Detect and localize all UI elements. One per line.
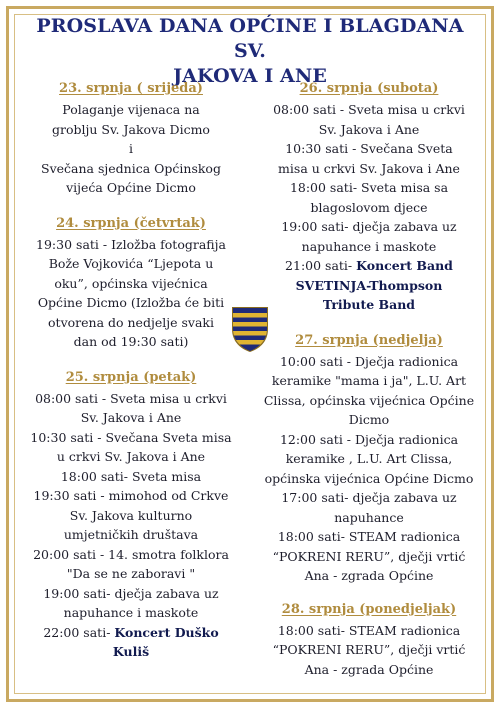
title-line-1: PROSLAVA DANA OPĆINE I BLAGDANA SV. [36, 15, 464, 62]
event-line: napuhance i maskote [301, 238, 437, 254]
event-line: Sv. Jakova i Ane [318, 121, 420, 137]
event-line: 17:00 sati- dječja zabava uz [281, 490, 457, 505]
event-line: 19:00 sati- dječja zabava uz [281, 219, 457, 234]
event-line: misa u crkvi Sv. Jakova i Ane [278, 160, 460, 176]
event-line: Svečana sjednica Općinskog [41, 160, 221, 176]
event-line: keramike "mama i ja", L.U. Art [271, 373, 467, 388]
event-line: Clissa, općinska vijećnica Općine [263, 392, 475, 408]
event-line: Sv. Jakova i Ane [80, 410, 182, 425]
day-section-25 [28, 368, 234, 662]
event-line: 20:00 sati - 14. smotra folklora [33, 546, 229, 562]
day-section-28 [262, 600, 476, 680]
event-line: općinska vijećnica Općine Dicmo [264, 470, 474, 486]
event-line: vijeća Općine Dicmo [66, 180, 196, 195]
event-line: i [129, 141, 133, 156]
title-line-2: JAKOVA I ANE [173, 65, 327, 87]
event-line: dan od 19:30 sati) [73, 334, 189, 349]
event-line: napuhance i maskote [63, 605, 199, 620]
date-heading: 27. srpnja (nedjelja) [295, 332, 443, 348]
event-line: keramike , L.U. Art Clissa, [285, 451, 453, 466]
event-line: otvorena do nedjelje svaki [48, 314, 214, 330]
event-line: "Da se ne zaboravi " [66, 566, 196, 581]
date-heading: 28. srpnja (ponedjeljak) [281, 601, 457, 617]
event-line: 10:30 sati - Svečana Sveta [285, 141, 453, 156]
event-line: blagoslovom djece [310, 199, 428, 215]
event-line: 08:00 sati - Sveta misa u crkvi [273, 102, 465, 117]
event-line: oku”, općinska vijećnica [54, 275, 208, 291]
event-line: “POKRENI RERU”, dječji vrtić [272, 548, 466, 564]
date-heading: 25. srpnja (petak) [65, 369, 197, 385]
date-heading: 23. srpnja ( srijeda) [59, 81, 203, 96]
event-line: groblju Sv. Jakova Dicmo [52, 121, 210, 137]
event-line: Dicmo [348, 412, 390, 427]
event-line: umjetničkih društava [63, 527, 199, 542]
event-line: 19:30 sati - Izložba fotografija [36, 236, 226, 252]
date-heading: 24. srpnja (četvrtak) [56, 215, 206, 231]
event-line: napuhance [334, 509, 404, 525]
event-line: 18:00 sati- STEAM radionica [277, 622, 461, 638]
concert-line [262, 256, 476, 276]
event-line: 18:00 sati- Sveta misa [60, 468, 202, 484]
event-line: Bože Vojkovića “Ljepota u [48, 256, 214, 271]
event-line: Sv. Jakova kulturno [69, 507, 193, 523]
day-section-24 [28, 214, 234, 352]
event-line: u crkvi Sv. Jakova i Ane [56, 449, 206, 464]
event-line: 10:00 sati - Dječja radionica [279, 353, 459, 369]
concert-name-cont: Kuliš [112, 644, 150, 659]
concert-name: Koncert Band [356, 258, 453, 273]
concert-time: 22:00 sati- [43, 624, 115, 640]
date-heading: 26. srpnja (subota) [299, 81, 439, 96]
event-line: 18:00 sati- STEAM radionica [277, 529, 461, 544]
event-line: Polaganje vijenaca na [62, 102, 200, 117]
concert-name: Koncert Duško [114, 624, 219, 640]
event-line: 08:00 sati - Sveta misa u crkvi [35, 390, 227, 406]
event-line: 12:00 sati - Dječja radionica [279, 431, 459, 447]
day-section-23 [28, 79, 234, 198]
concert-name-cont: Tribute Band [322, 297, 416, 312]
day-section-27 [262, 331, 476, 586]
event-line: Općine Dicmo (Izložba će biti [37, 295, 225, 310]
left-column [28, 79, 234, 678]
event-line: Ana - zgrada Općine [304, 661, 434, 677]
event-line: Ana - zgrada Općine [304, 568, 434, 583]
concert-line [28, 623, 234, 643]
day-section-26 [262, 79, 476, 315]
event-line: 19:30 sati - mimohod od Crkve [33, 488, 229, 503]
concert-time: 21:00 sati- [285, 258, 357, 273]
event-line: 18:00 sati- Sveta misa sa [289, 180, 449, 195]
concert-name-cont: SVETINJA-Thompson [295, 277, 443, 293]
page-title [20, 14, 480, 89]
event-line: 10:30 sati - Svečana Sveta misa [30, 429, 232, 445]
right-column [262, 79, 476, 695]
event-line: “POKRENI RERU”, dječji vrtić [272, 642, 466, 657]
event-line: 19:00 sati- dječja zabava uz [43, 585, 219, 601]
